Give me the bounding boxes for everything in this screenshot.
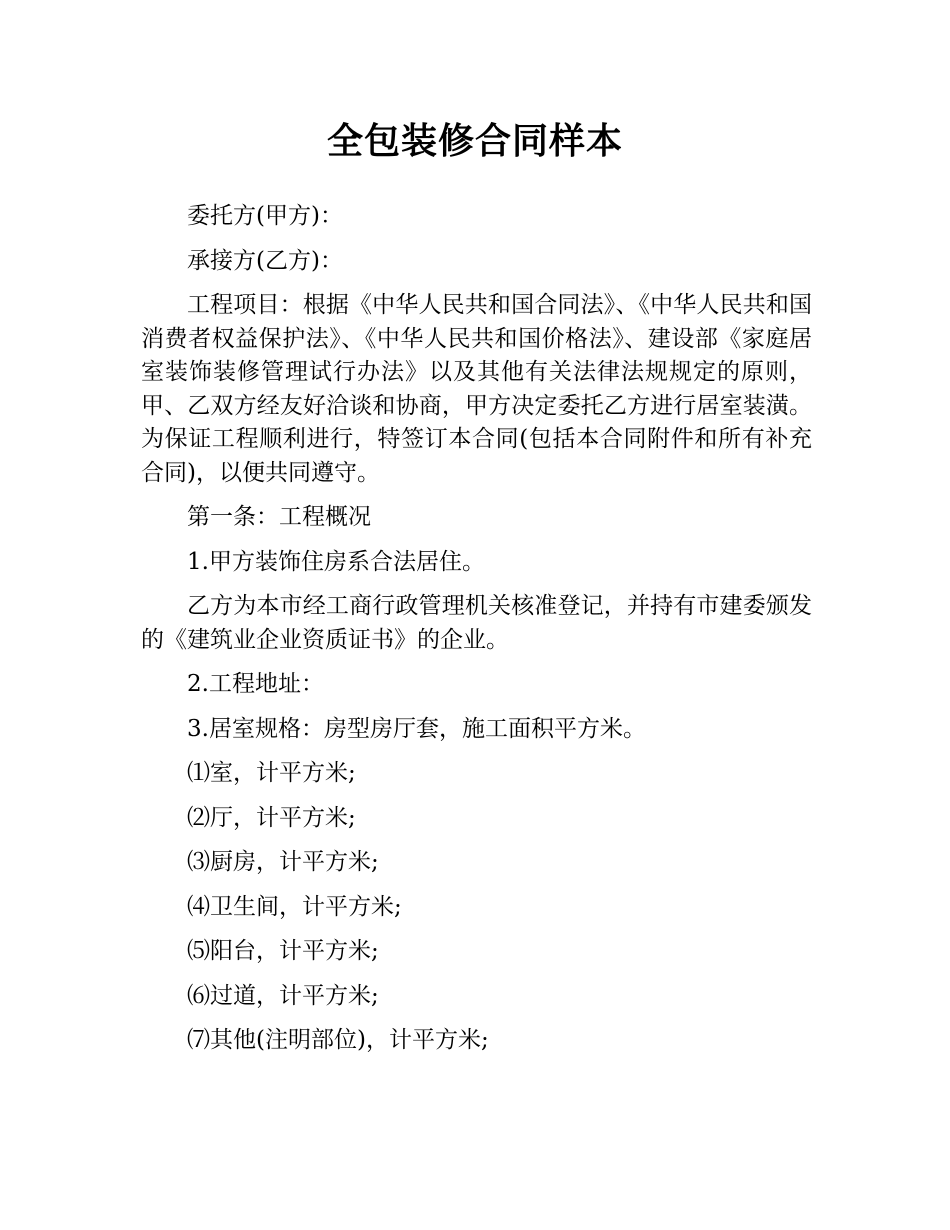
paragraph-project-basis: 工程项目：根据《中华人民共和国合同法》、《中华人民共和国消费者权益保护法》、《中华人民共和国价格法》、建设部《家庭居室装饰装修管理试行办法》以及其他有关法律法规规定的原则，甲、乙双方经友好洽谈和协商，甲方决定委托乙方进行居室装潢。为保证工程顺利进行，特签订本合同(包括本合同附件和所有补充合同)，以便共同遵守。 xyxy=(141,292,812,486)
list-item-balcony: ⑸阳台，计平方米; xyxy=(187,938,379,964)
list-item-kitchen: ⑶厨房，计平方米; xyxy=(187,849,379,875)
paragraph-item-3: 3.居室规格：房型房厅套，施工面积平方米。 xyxy=(187,715,646,742)
document-body xyxy=(141,200,812,1069)
list-item-hall: ⑵厅，计平方米; xyxy=(187,804,356,831)
paragraph-item-1: 1.甲方装饰住房系合法居住。 xyxy=(187,548,485,575)
section-heading-article-1: 第一条：工程概况 xyxy=(187,504,371,530)
paragraph-contractor-qualification: 乙方为本市经工商行政管理机关核准登记，并持有市建委颁发的《建筑业企业资质证书》的企业。 xyxy=(141,593,812,653)
paragraph-client: 委托方(甲方)： xyxy=(187,203,343,229)
list-item-other: ⑺其他(注明部位)，计平方米; xyxy=(187,1027,489,1053)
list-item-room: ⑴室，计平方米; xyxy=(187,760,356,786)
list-item-bathroom: ⑷卫生间，计平方米; xyxy=(187,893,402,920)
paragraph-contractor: 承接方(乙方)： xyxy=(187,247,343,274)
list-item-corridor: ⑹过道，计平方米; xyxy=(187,982,379,1009)
document-title: 全包装修合同样本 xyxy=(326,121,623,162)
paragraph-item-2: 2.工程地址： xyxy=(187,671,324,697)
